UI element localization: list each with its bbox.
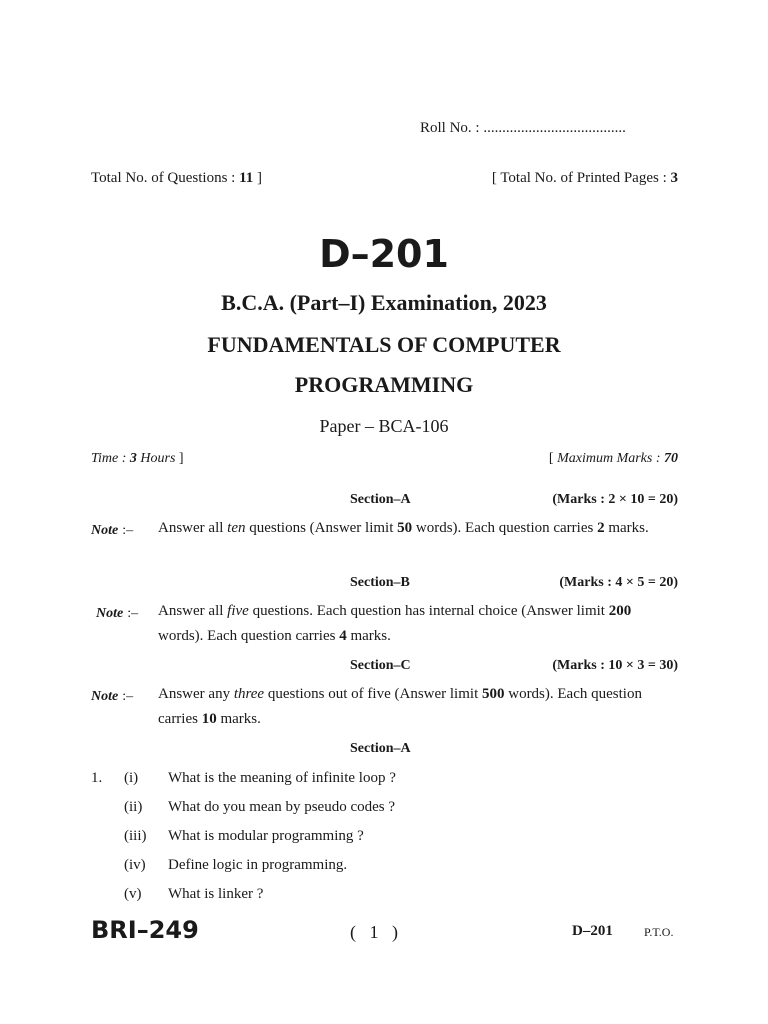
note-dash: :– bbox=[122, 523, 134, 538]
note-dash: :– bbox=[127, 606, 139, 621]
question-part-text: What is the meaning of infinite loop ? bbox=[168, 770, 396, 786]
time-value: 3 bbox=[129, 451, 137, 466]
note-label: Note bbox=[96, 606, 124, 621]
subject-line-1: FUNDAMENTALS OF COMPUTER bbox=[207, 332, 561, 357]
note-marks: 10 bbox=[201, 711, 217, 727]
total-questions-label: Total No. of Questions : bbox=[91, 170, 236, 186]
question-part-text: What is linker ? bbox=[168, 886, 264, 902]
note-text: marks. bbox=[346, 628, 391, 644]
note-limit: 500 bbox=[481, 686, 505, 702]
time-unit: Hours bbox=[140, 451, 176, 466]
subject-line-2: PROGRAMMING bbox=[294, 372, 474, 397]
paper-code: D–201 bbox=[319, 232, 449, 276]
max-marks-value: 70 bbox=[664, 451, 678, 466]
question-part-text: Define logic in programming. bbox=[168, 857, 348, 873]
pto-label: P.T.O. bbox=[644, 925, 674, 939]
question-part-text: What do you mean by pseudo codes ? bbox=[168, 799, 396, 815]
question-part-number: (i) bbox=[124, 770, 139, 786]
note-text: questions (Answer limit bbox=[245, 520, 398, 536]
note-text: words). Each question carries bbox=[158, 686, 642, 727]
roll-number-line bbox=[420, 120, 626, 137]
exam-title: B.C.A. (Part–I) Examination, 2023 bbox=[221, 290, 547, 315]
note-limit: 200 bbox=[608, 603, 632, 619]
note-text: Answer all bbox=[158, 603, 228, 619]
roll-number-label: Roll No. : bbox=[420, 120, 480, 136]
note-emphasis: ten bbox=[227, 520, 246, 536]
section-b-marks: (Marks : 4 × 5 = 20) bbox=[559, 575, 678, 590]
note-text: questions out of five (Answer limit bbox=[264, 686, 482, 702]
total-questions bbox=[91, 170, 262, 187]
question-part-number: (iii) bbox=[124, 828, 147, 844]
section-b-heading: Section–B bbox=[350, 575, 410, 590]
time-allowed bbox=[91, 451, 184, 467]
roll-number-dots: ...................................... bbox=[483, 120, 626, 136]
total-pages-count: 3 bbox=[670, 170, 678, 186]
note-text: words). Each question carries bbox=[158, 628, 340, 644]
question-part-number: (ii) bbox=[124, 799, 143, 815]
total-questions-count: 11 bbox=[239, 170, 254, 186]
section-a-marks: (Marks : 2 × 10 = 20) bbox=[552, 492, 678, 507]
question-part-number: (v) bbox=[124, 886, 142, 902]
total-pages-label: [ Total No. of Printed Pages : bbox=[491, 170, 667, 186]
total-questions-bracket: ] bbox=[257, 170, 263, 186]
total-pages bbox=[492, 170, 678, 187]
section-c-note-label bbox=[91, 687, 133, 705]
max-marks-bracket: [ bbox=[548, 451, 554, 466]
note-text: marks. bbox=[604, 520, 649, 536]
paper-number: Paper – BCA-106 bbox=[319, 416, 449, 436]
question-part-text: What is modular programming ? bbox=[168, 828, 364, 844]
section-a-note bbox=[158, 516, 658, 541]
question-part-number: (iv) bbox=[124, 857, 146, 873]
note-label: Note bbox=[91, 523, 119, 538]
note-text: questions. Each question has internal choice (Answer limit bbox=[248, 603, 609, 619]
time-label: Time : bbox=[91, 451, 127, 466]
section-c-note bbox=[158, 682, 658, 732]
note-text: marks. bbox=[216, 711, 261, 727]
max-marks-label: Maximum Marks : bbox=[557, 451, 661, 466]
section-b-note-label bbox=[96, 604, 138, 622]
note-text: words). Each question carries bbox=[412, 520, 598, 536]
note-label: Note bbox=[91, 689, 119, 704]
section-b-note bbox=[158, 599, 658, 649]
note-text: Answer any bbox=[158, 686, 234, 702]
note-marks: 4 bbox=[339, 628, 347, 644]
note-text: Answer all bbox=[158, 520, 228, 536]
time-bracket: ] bbox=[178, 451, 184, 466]
page-number: ( 1 ) bbox=[350, 922, 398, 942]
footer-code-left: BRI–249 bbox=[91, 916, 199, 944]
section-c-heading: Section–C bbox=[350, 658, 411, 673]
section-a-note-label bbox=[91, 521, 133, 539]
maximum-marks bbox=[549, 451, 678, 467]
section-c-marks: (Marks : 10 × 3 = 30) bbox=[552, 658, 678, 673]
note-emphasis: three bbox=[233, 686, 265, 702]
section-a-questions-heading: Section–A bbox=[350, 741, 411, 756]
note-emphasis: five bbox=[227, 603, 249, 619]
question-number: 1. bbox=[91, 770, 103, 786]
section-a-heading: Section–A bbox=[350, 492, 411, 507]
note-marks: 2 bbox=[597, 520, 605, 536]
note-dash: :– bbox=[122, 689, 134, 704]
footer-code-right: D–201 bbox=[572, 923, 613, 939]
note-limit: 50 bbox=[397, 520, 413, 536]
